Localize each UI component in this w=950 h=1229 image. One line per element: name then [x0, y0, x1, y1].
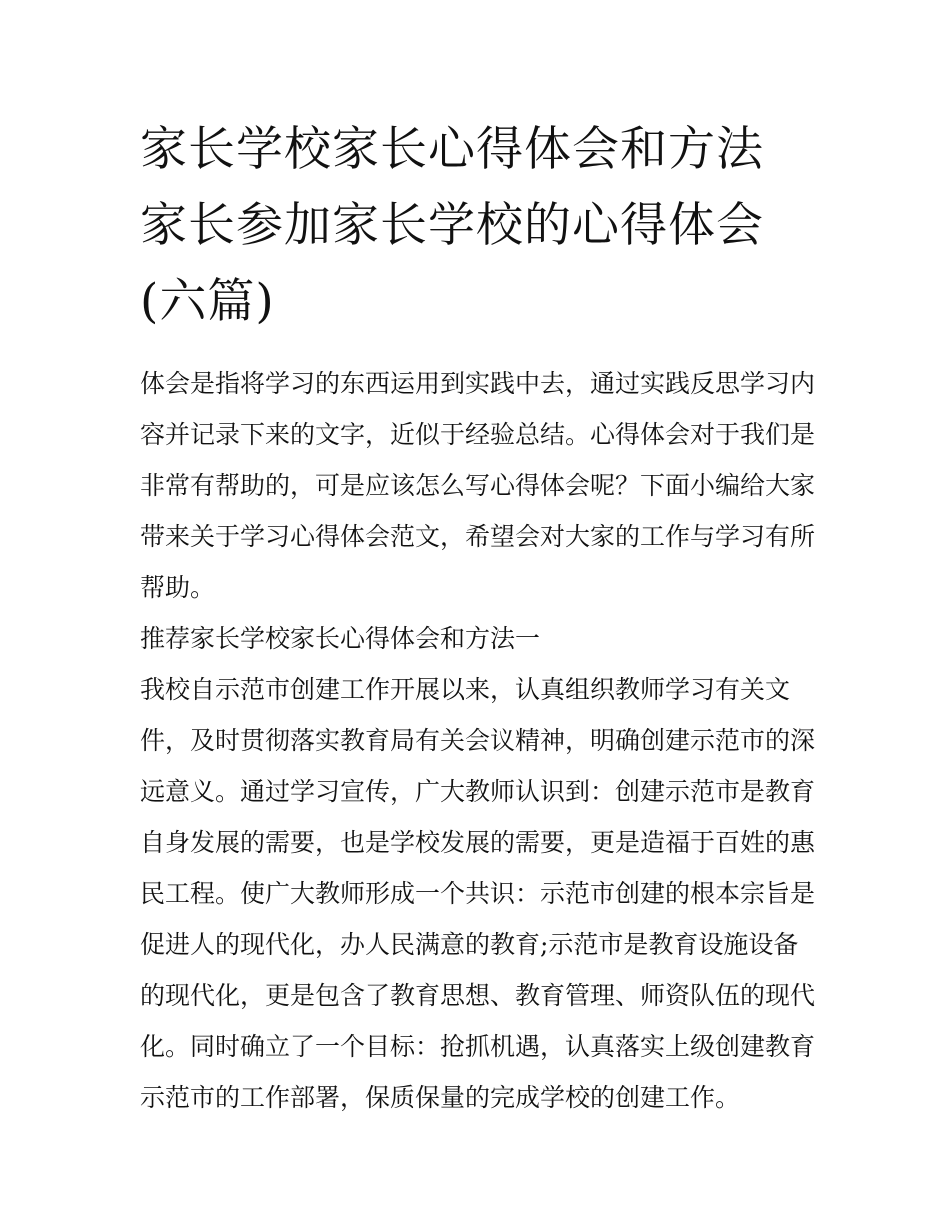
section-paragraph — [140, 664, 815, 1123]
text-line: 化。同时确立了一个目标：抢抓机遇，认真落实上级创建教育 — [140, 1032, 816, 1061]
text-line: 远意义。通过学习宣传，广大教师认识到：创建示范市是教育 — [140, 777, 816, 806]
text-line: 的现代化，更是包含了教育思想、教育管理、师资队伍的现代 — [140, 981, 816, 1010]
title-line: (六篇) — [140, 274, 275, 329]
section-heading-text: 推荐家长学校家长心得体会和方法一 — [140, 624, 541, 653]
text-line: 示范市的工作部署，保质保量的完成学校的创建工作。 — [140, 1083, 741, 1112]
text-line: 自身发展的需要，也是学校发展的需要，更是造福于百姓的惠 — [140, 828, 816, 857]
title-line: 家长参加家长学校的心得体会 — [140, 198, 764, 253]
text-line: 非常有帮助的，可是应该怎么写心得体会呢？下面小编给大家 — [140, 471, 816, 500]
section-heading — [140, 613, 815, 664]
document-page — [140, 112, 815, 1123]
intro-paragraph — [140, 358, 815, 613]
document-body — [140, 358, 815, 1123]
text-line: 促进人的现代化，办人民满意的教育;示范市是教育设施设备 — [140, 930, 799, 959]
text-line: 容并记录下来的文字，近似于经验总结。心得体会对于我们是 — [140, 420, 816, 449]
text-line: 件，及时贯彻落实教育局有关会议精神，明确创建示范市的深 — [140, 726, 816, 755]
text-line: 帮助。 — [140, 573, 216, 602]
text-line: 带来关于学习心得体会范文，希望会对大家的工作与学习有所 — [140, 522, 816, 551]
text-line: 体会是指将学习的东西运用到实践中去，通过实践反思学习内 — [140, 369, 816, 398]
text-line: 民工程。使广大教师形成一个共识：示范市创建的根本宗旨是 — [140, 879, 816, 908]
text-line: 我校自示范市创建工作开展以来，认真组织教师学习有关文 — [140, 675, 791, 704]
document-title — [140, 112, 815, 340]
title-line: 家长学校家长心得体会和方法 — [140, 122, 764, 177]
